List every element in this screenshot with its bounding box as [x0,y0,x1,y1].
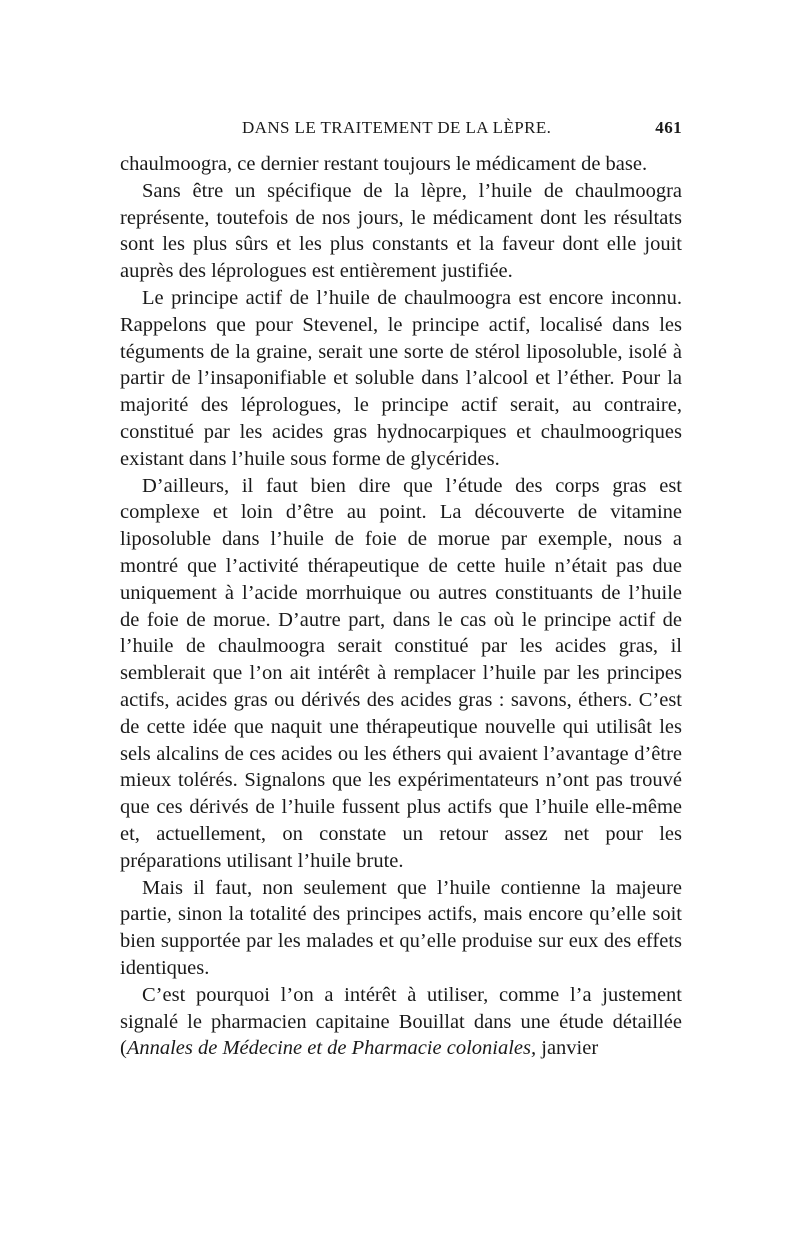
running-head [120,118,682,144]
paragraph: Mais il faut, non seulement que l’huile contienne la majeure partie, sinon la totalité des principes actifs, mais encore qu’elle soit bien supportée par les malades et qu’elle produise sur eux des effets identiques. [120,876,682,979]
paragraph-text-before: C’est pourquoi l’on a intérêt à utiliser, comme l’a justement signalé le pharmacien capitaine Bouillat dans une étude détaillée ( [120,983,682,1060]
body-text [120,151,682,1062]
paragraph: Le principe actif de l’huile de chaulmoogra est encore inconnu. Rappelons que pour Stevenel, le principe actif, localisé dans les téguments de la graine, serait une sorte de stérol liposoluble, isolé à partir de l’insaponifiable et soluble dans l’alcool et l’éther. Pour la majorité des léprologues, le principe actif serait, au contraire, constitué par les acides gras hydnocarpiques et chaulmoogriques existant dans l’huile sous forme de glycérides. [120,286,682,470]
page-number: 461 [655,118,682,137]
paragraph: Sans être un spécifique de la lèpre, l’huile de chaulmoogra représente, toutefois de nos jours, le médicament dont les résultats sont les plus sûrs et les plus constants et la faveur dont elle jouit auprès des léprologues est entièrement justifiée. [120,179,682,283]
journal-title-italic: Annales de Médecine et de Pharmacie coloniales, [126,1037,537,1060]
paragraph-continued: chaulmoogra, ce dernier restant toujours le médicament de base. [120,153,648,175]
paragraph: D’ailleurs, il faut bien dire que l’étude des corps gras est complexe et loin d’être au point. La découverte de vitamine liposoluble dans l’huile de foie de morue par exemple, nous a montré que l’activité thérapeutique de cette huile n’était pas due uniquement à l’acide morrhuique ou autres constituants de l’huile de foie de morue. D’autre part, dans le cas où le principe actif de l’huile de chaulmoogra serait constitué par les acides gras, il semblerait que l’on ait intérêt à remplacer l’huile par les principes actifs, acides gras ou dérivés des acides gras : savons, éthers. C’est de cette idée que naquit une thérapeutique nouvelle qui utilisât les sels alcalins de ces acides ou les éthers qui avaient l’avantage d’être mieux tolérés. Signalons que les expérimentateurs n’ont pas trouvé que ces dérivés de l’huile fussent plus actifs que l’huile elle-même et, actuellement, on constate un retour assez net pour les préparations utilisant l’huile brute. [120,474,682,872]
paragraph-text-after: janvier [536,1037,599,1060]
running-title: DANS LE TRAITEMENT DE LA LÈPRE. [242,118,552,137]
paragraph-last [120,982,682,1062]
